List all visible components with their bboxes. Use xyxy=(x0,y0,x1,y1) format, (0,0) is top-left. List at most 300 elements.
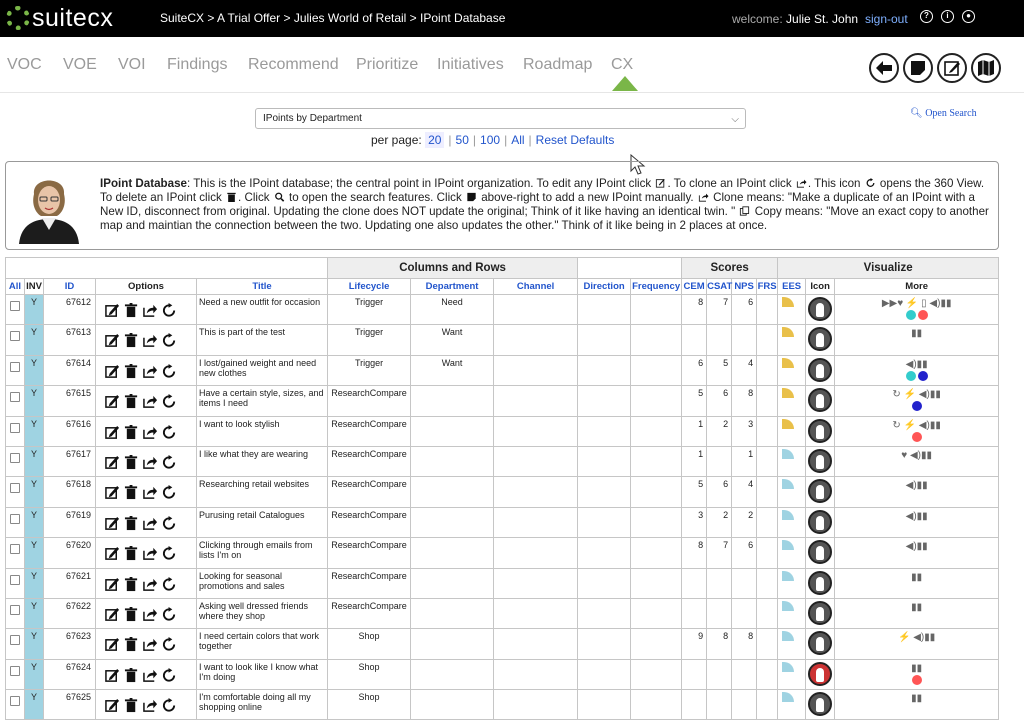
cem-cell: 1 xyxy=(682,416,707,446)
back-arrow-icon xyxy=(874,58,894,78)
ees-flag-icon xyxy=(782,631,794,641)
copy-icon xyxy=(739,206,750,216)
edit-icon[interactable] xyxy=(105,303,120,318)
options-cell xyxy=(96,507,197,537)
view-360-icon[interactable] xyxy=(162,577,177,592)
tab-prioritize[interactable]: Prioritize xyxy=(356,56,419,73)
icon-cell xyxy=(806,355,835,385)
edit-icon[interactable] xyxy=(105,668,120,683)
view-360-icon xyxy=(865,178,876,188)
frequency-cell xyxy=(631,507,682,537)
direction-cell xyxy=(578,507,631,537)
cem-cell: 5 xyxy=(682,477,707,507)
id-cell: 67617 xyxy=(44,446,96,476)
ees-flag-icon xyxy=(782,479,794,489)
more-cell xyxy=(835,568,999,598)
title-cell[interactable]: I want to look like I know what I'm doing xyxy=(197,659,328,689)
ees-cell xyxy=(778,538,806,568)
row-checkbox[interactable] xyxy=(10,423,20,433)
row-checkbox[interactable] xyxy=(10,635,20,645)
csat-cell: 2 xyxy=(707,507,732,537)
channel-cell xyxy=(494,477,578,507)
more-cell xyxy=(835,629,999,659)
row-checkbox[interactable] xyxy=(10,362,20,372)
table-row xyxy=(6,325,999,355)
edit-button[interactable] xyxy=(937,53,967,83)
icon-cell xyxy=(806,325,835,355)
more-cell xyxy=(835,477,999,507)
logo-ring-icon xyxy=(6,6,30,30)
view-360-icon[interactable] xyxy=(162,698,177,713)
table-row xyxy=(6,355,999,385)
info-text-5: . Click xyxy=(238,191,273,204)
info-heading: IPoint Database xyxy=(100,177,187,190)
table-row xyxy=(6,295,999,325)
status-dot xyxy=(918,310,928,320)
csat-cell xyxy=(707,325,732,355)
persona-icon[interactable] xyxy=(808,449,832,473)
persona-icon[interactable] xyxy=(808,540,832,564)
nav-divider xyxy=(0,92,1024,93)
row-checkbox[interactable] xyxy=(10,331,20,341)
title-cell[interactable]: I want to look stylish xyxy=(197,416,328,446)
col-id[interactable]: ID xyxy=(44,279,96,295)
col-department[interactable]: Department xyxy=(411,279,494,295)
trash-icon[interactable] xyxy=(124,546,139,561)
id-cell: 67612 xyxy=(44,295,96,325)
title-cell[interactable]: This is part of the test xyxy=(197,325,328,355)
view-select-value: IPoints by Department xyxy=(263,113,362,124)
more-icons[interactable]: ◀)▮▮ xyxy=(905,358,928,370)
tab-roadmap[interactable]: Roadmap xyxy=(523,56,593,73)
ees-flag-icon xyxy=(782,601,794,611)
trash-icon[interactable] xyxy=(124,668,139,683)
trash-icon[interactable] xyxy=(124,485,139,500)
persona-icon[interactable] xyxy=(808,571,832,595)
row-select-cell xyxy=(6,538,25,568)
edit-icon[interactable] xyxy=(105,516,120,531)
col-ees[interactable]: EES xyxy=(778,279,806,295)
group-header-visualize: Visualize xyxy=(778,258,999,279)
channel-cell xyxy=(494,325,578,355)
row-checkbox[interactable] xyxy=(10,605,20,615)
tab-findings[interactable]: Findings xyxy=(167,56,228,73)
options-cell xyxy=(96,568,197,598)
row-checkbox[interactable] xyxy=(10,544,20,554)
trash-icon[interactable] xyxy=(124,303,139,318)
row-select-cell xyxy=(6,355,25,385)
sticky-note-icon xyxy=(909,59,927,77)
edit-icon[interactable] xyxy=(105,485,120,500)
channel-cell xyxy=(494,416,578,446)
nps-cell xyxy=(732,598,757,628)
col-icon: Icon xyxy=(806,279,835,295)
search-icon xyxy=(274,192,285,202)
persona-icon[interactable] xyxy=(808,419,832,443)
more-icons[interactable]: ▮▮ xyxy=(911,601,923,613)
col-direction[interactable]: Direction xyxy=(578,279,631,295)
icon-cell xyxy=(806,538,835,568)
welcome-label: welcome: xyxy=(732,12,783,26)
map-button[interactable] xyxy=(971,53,1001,83)
trash-icon[interactable] xyxy=(124,516,139,531)
clone-icon[interactable] xyxy=(143,333,158,348)
id-cell: 67622 xyxy=(44,598,96,628)
more-cell xyxy=(835,295,999,325)
cem-cell: 8 xyxy=(682,538,707,568)
more-icons[interactable]: ▮▮ xyxy=(911,328,923,340)
info-text-2: . To clone an IPoint click xyxy=(667,177,795,190)
more-icons[interactable]: ◀)▮▮ xyxy=(905,541,928,553)
more-icons[interactable]: ▶▶♥ ⚡ ▯ ◀)▮▮ xyxy=(881,298,952,309)
id-cell: 67620 xyxy=(44,538,96,568)
persona-icon[interactable] xyxy=(808,601,832,625)
table-row xyxy=(6,690,999,720)
row-checkbox[interactable] xyxy=(10,514,20,524)
inv-cell: Y xyxy=(25,690,44,720)
view-360-icon[interactable] xyxy=(162,303,177,318)
title-cell[interactable]: I like what they are wearing xyxy=(197,446,328,476)
channel-cell xyxy=(494,295,578,325)
trash-icon[interactable] xyxy=(124,364,139,379)
frs-cell xyxy=(757,446,778,476)
clone-icon[interactable] xyxy=(143,668,158,683)
options-cell xyxy=(96,416,197,446)
col-options: Options xyxy=(96,279,197,295)
per-page-all[interactable]: All xyxy=(511,133,525,147)
inv-cell: Y xyxy=(25,598,44,628)
frs-cell xyxy=(757,538,778,568)
id-cell: 67621 xyxy=(44,568,96,598)
table-row xyxy=(6,568,999,598)
lifecycle-cell: Shop xyxy=(328,629,411,659)
more-cell xyxy=(835,446,999,476)
info-text xyxy=(100,177,990,233)
nps-cell: 8 xyxy=(732,386,757,416)
csat-cell xyxy=(707,568,732,598)
cem-cell xyxy=(682,325,707,355)
welcome-text xyxy=(732,12,858,26)
icon-cell xyxy=(806,446,835,476)
trash-icon[interactable] xyxy=(124,607,139,622)
edit-icon[interactable] xyxy=(105,364,120,379)
view-360-icon[interactable] xyxy=(162,364,177,379)
direction-cell xyxy=(578,598,631,628)
breadcrumb[interactable]: SuiteCX > A Trial Offer > Julies World of Retail > IPoint Database xyxy=(160,11,506,25)
row-checkbox[interactable] xyxy=(10,483,20,493)
edit-icon[interactable] xyxy=(105,577,120,592)
add-ipoint-button[interactable] xyxy=(903,53,933,83)
more-icons[interactable]: ↻ ⚡ ◀)▮▮ xyxy=(892,419,941,431)
col-channel[interactable]: Channel xyxy=(494,279,578,295)
tab-recommend[interactable]: Recommend xyxy=(248,56,339,73)
inv-cell: Y xyxy=(25,568,44,598)
ees-cell xyxy=(778,659,806,689)
view-360-icon[interactable] xyxy=(162,394,177,409)
title-cell[interactable]: Purusing retail Catalogues xyxy=(197,507,328,537)
persona-icon[interactable] xyxy=(808,327,832,351)
id-cell: 67625 xyxy=(44,690,96,720)
more-icons[interactable]: ◀)▮▮ xyxy=(905,510,928,522)
frequency-cell xyxy=(631,568,682,598)
help-icon[interactable]: ? xyxy=(920,10,933,23)
trash-icon[interactable] xyxy=(124,425,139,440)
tab-voc[interactable]: VOC xyxy=(7,56,42,73)
per-page-20[interactable]: 20 xyxy=(425,132,444,148)
channel-cell xyxy=(494,568,578,598)
ees-flag-icon xyxy=(782,571,794,581)
title-cell[interactable]: Have a certain style, sizes, and items I need xyxy=(197,386,328,416)
title-cell[interactable]: Clicking through emails from lists I'm on xyxy=(197,538,328,568)
department-cell xyxy=(411,507,494,537)
row-select-cell xyxy=(6,659,25,689)
nps-cell: 4 xyxy=(732,477,757,507)
view-360-icon[interactable] xyxy=(162,668,177,683)
title-cell[interactable]: I need certain colors that work together xyxy=(197,629,328,659)
main-nav xyxy=(0,50,640,80)
more-icons[interactable]: ↻ ⚡ ◀)▮▮ xyxy=(892,389,941,401)
reset-defaults-link[interactable]: Reset Defaults xyxy=(535,133,615,147)
clone-icon[interactable] xyxy=(143,394,158,409)
persona-icon[interactable] xyxy=(808,631,832,655)
more-icons[interactable]: ▮▮ xyxy=(911,662,923,674)
title-cell[interactable]: Looking for seasonal promotions and sales xyxy=(197,568,328,598)
sticky-note-icon xyxy=(466,192,477,202)
suitecx-logo[interactable] xyxy=(6,3,113,33)
title-cell[interactable]: Asking well dressed friends where they shop xyxy=(197,598,328,628)
department-cell xyxy=(411,477,494,507)
csat-cell xyxy=(707,659,732,689)
direction-cell xyxy=(578,690,631,720)
view-360-icon[interactable] xyxy=(162,425,177,440)
icon-cell xyxy=(806,507,835,537)
clone-icon[interactable] xyxy=(143,546,158,561)
per-page-100[interactable]: 100 xyxy=(480,133,501,147)
clone-icon[interactable] xyxy=(143,516,158,531)
edit-icon[interactable] xyxy=(105,637,120,652)
row-checkbox[interactable] xyxy=(10,696,20,706)
frs-cell xyxy=(757,295,778,325)
ees-cell xyxy=(778,446,806,476)
department-cell xyxy=(411,690,494,720)
per-page-control: per page: 20 | 50 | 100 | All | Reset Defaults xyxy=(371,133,615,147)
lifecycle-cell: ResearchCompare xyxy=(328,568,411,598)
col-lifecycle[interactable]: Lifecycle xyxy=(328,279,411,295)
persona-icon[interactable] xyxy=(808,479,832,503)
options-cell xyxy=(96,295,197,325)
department-cell xyxy=(411,446,494,476)
clone-icon[interactable] xyxy=(143,455,158,470)
back-button[interactable] xyxy=(869,53,899,83)
trash-icon[interactable] xyxy=(124,333,139,348)
table-row xyxy=(6,538,999,568)
accessibility-icon[interactable]: i xyxy=(941,10,954,23)
row-checkbox[interactable] xyxy=(10,453,20,463)
department-cell xyxy=(411,416,494,446)
clone-icon[interactable] xyxy=(143,364,158,379)
options-cell xyxy=(96,325,197,355)
frequency-cell xyxy=(631,690,682,720)
id-cell: 67615 xyxy=(44,386,96,416)
per-page-50[interactable]: 50 xyxy=(455,133,469,147)
col-csat[interactable]: CSAT xyxy=(707,279,732,295)
open-search-link[interactable] xyxy=(910,108,977,119)
id-cell: 67619 xyxy=(44,507,96,537)
frs-cell xyxy=(757,477,778,507)
frequency-cell xyxy=(631,629,682,659)
trash-icon[interactable] xyxy=(124,394,139,409)
group-header-columns-rows: Columns and Rows xyxy=(328,258,578,279)
direction-cell xyxy=(578,568,631,598)
sign-out-link[interactable]: sign-out xyxy=(865,12,908,26)
settings-icon[interactable]: ● xyxy=(962,10,975,23)
group-header-blank-2 xyxy=(578,258,682,279)
view-360-icon[interactable] xyxy=(162,485,177,500)
more-cell xyxy=(835,507,999,537)
tab-initiatives[interactable]: Initiatives xyxy=(437,56,504,73)
row-checkbox[interactable] xyxy=(10,666,20,676)
frs-cell xyxy=(757,325,778,355)
csat-cell: 2 xyxy=(707,416,732,446)
inv-cell: Y xyxy=(25,355,44,385)
ees-cell xyxy=(778,416,806,446)
persona-icon[interactable] xyxy=(808,388,832,412)
info-text-1: : This is the IPoint database; the central point in IPoint organization. To edit any IPoint click xyxy=(186,177,655,190)
more-icons[interactable]: ▮▮ xyxy=(911,571,923,583)
clone-icon[interactable] xyxy=(143,303,158,318)
ees-flag-icon xyxy=(782,419,794,429)
edit-icon[interactable] xyxy=(105,607,120,622)
view-select[interactable] xyxy=(255,108,746,129)
clone-icon[interactable] xyxy=(143,607,158,622)
title-cell[interactable]: Researching retail websites xyxy=(197,477,328,507)
channel-cell xyxy=(494,629,578,659)
frs-cell xyxy=(757,568,778,598)
inv-cell: Y xyxy=(25,507,44,537)
more-cell xyxy=(835,598,999,628)
trash-icon[interactable] xyxy=(124,577,139,592)
search-icon: 🔍︎ xyxy=(910,108,923,119)
user-name: Julie St. John xyxy=(786,12,859,26)
persona-icon[interactable] xyxy=(808,662,832,686)
tab-voe[interactable]: VOE xyxy=(63,56,97,73)
id-cell: 67618 xyxy=(44,477,96,507)
lifecycle-cell: ResearchCompare xyxy=(328,538,411,568)
ees-cell xyxy=(778,477,806,507)
clone-icon[interactable] xyxy=(143,485,158,500)
clone-icon[interactable] xyxy=(143,698,158,713)
edit-icon[interactable] xyxy=(105,698,120,713)
col-frequency[interactable]: Frequency xyxy=(631,279,682,295)
clone-icon[interactable] xyxy=(143,637,158,652)
more-icons[interactable]: ♥ ◀)▮▮ xyxy=(901,449,933,461)
trash-icon[interactable] xyxy=(124,637,139,652)
icon-cell xyxy=(806,416,835,446)
persona-icon[interactable] xyxy=(808,297,832,321)
active-tab-indicator xyxy=(612,76,638,91)
nps-cell: 1 xyxy=(732,446,757,476)
col-frs[interactable]: FRS xyxy=(757,279,778,295)
view-360-icon[interactable] xyxy=(162,607,177,622)
trash-icon[interactable] xyxy=(124,698,139,713)
row-checkbox[interactable] xyxy=(10,575,20,585)
row-select-cell xyxy=(6,446,25,476)
chevron-down-icon: ⌵ xyxy=(731,114,739,125)
tab-cx[interactable]: CX xyxy=(611,56,634,73)
col-all[interactable]: All xyxy=(6,279,25,295)
more-icons[interactable]: ⚡ ◀)▮▮ xyxy=(898,632,936,644)
direction-cell xyxy=(578,355,631,385)
cem-cell xyxy=(682,568,707,598)
persona-icon[interactable] xyxy=(808,510,832,534)
more-icons[interactable]: ◀)▮▮ xyxy=(905,480,928,492)
open-search-label: Open Search xyxy=(925,108,977,119)
nps-cell: 4 xyxy=(732,355,757,385)
status-dot xyxy=(912,401,922,411)
inv-cell: Y xyxy=(25,416,44,446)
col-nps[interactable]: NPS xyxy=(732,279,757,295)
status-dot xyxy=(912,432,922,442)
edit-icon[interactable] xyxy=(105,425,120,440)
lifecycle-cell: Trigger xyxy=(328,355,411,385)
edit-icon[interactable] xyxy=(105,455,120,470)
title-cell[interactable]: I'm comfortable doing all my shopping online xyxy=(197,690,328,720)
table-row xyxy=(6,598,999,628)
trash-icon[interactable] xyxy=(124,455,139,470)
title-cell[interactable]: I lost/gained weight and need new clothes xyxy=(197,355,328,385)
icon-cell xyxy=(806,568,835,598)
clone-icon[interactable] xyxy=(143,577,158,592)
cem-cell xyxy=(682,598,707,628)
view-360-icon[interactable] xyxy=(162,637,177,652)
more-cell xyxy=(835,659,999,689)
status-dot xyxy=(918,371,928,381)
csat-cell: 8 xyxy=(707,629,732,659)
title-cell[interactable]: Need a new outfit for occasion xyxy=(197,295,328,325)
more-icons[interactable]: ▮▮ xyxy=(911,693,923,705)
nps-cell xyxy=(732,325,757,355)
ees-cell xyxy=(778,386,806,416)
persona-icon[interactable] xyxy=(808,358,832,382)
department-cell: Need xyxy=(411,295,494,325)
lifecycle-cell: ResearchCompare xyxy=(328,598,411,628)
lifecycle-cell: Trigger xyxy=(328,295,411,325)
edit-icon[interactable] xyxy=(105,546,120,561)
frs-cell xyxy=(757,386,778,416)
view-360-icon[interactable] xyxy=(162,455,177,470)
view-360-icon[interactable] xyxy=(162,333,177,348)
info-text-3: . This icon xyxy=(807,177,864,190)
clone-icon xyxy=(698,192,709,202)
col-more: More xyxy=(835,279,999,295)
department-cell xyxy=(411,629,494,659)
cem-cell: 6 xyxy=(682,355,707,385)
row-checkbox[interactable] xyxy=(10,392,20,402)
col-cem[interactable]: CEM xyxy=(682,279,707,295)
edit-icon[interactable] xyxy=(105,333,120,348)
col-title[interactable]: Title xyxy=(197,279,328,295)
icon-cell xyxy=(806,477,835,507)
nps-cell xyxy=(732,690,757,720)
edit-icon[interactable] xyxy=(105,394,120,409)
row-select-cell xyxy=(6,416,25,446)
persona-icon[interactable] xyxy=(808,692,832,716)
view-360-icon[interactable] xyxy=(162,516,177,531)
view-360-icon[interactable] xyxy=(162,546,177,561)
row-checkbox[interactable] xyxy=(10,301,20,311)
tab-voi[interactable]: VOI xyxy=(118,56,146,73)
clone-icon[interactable] xyxy=(143,425,158,440)
